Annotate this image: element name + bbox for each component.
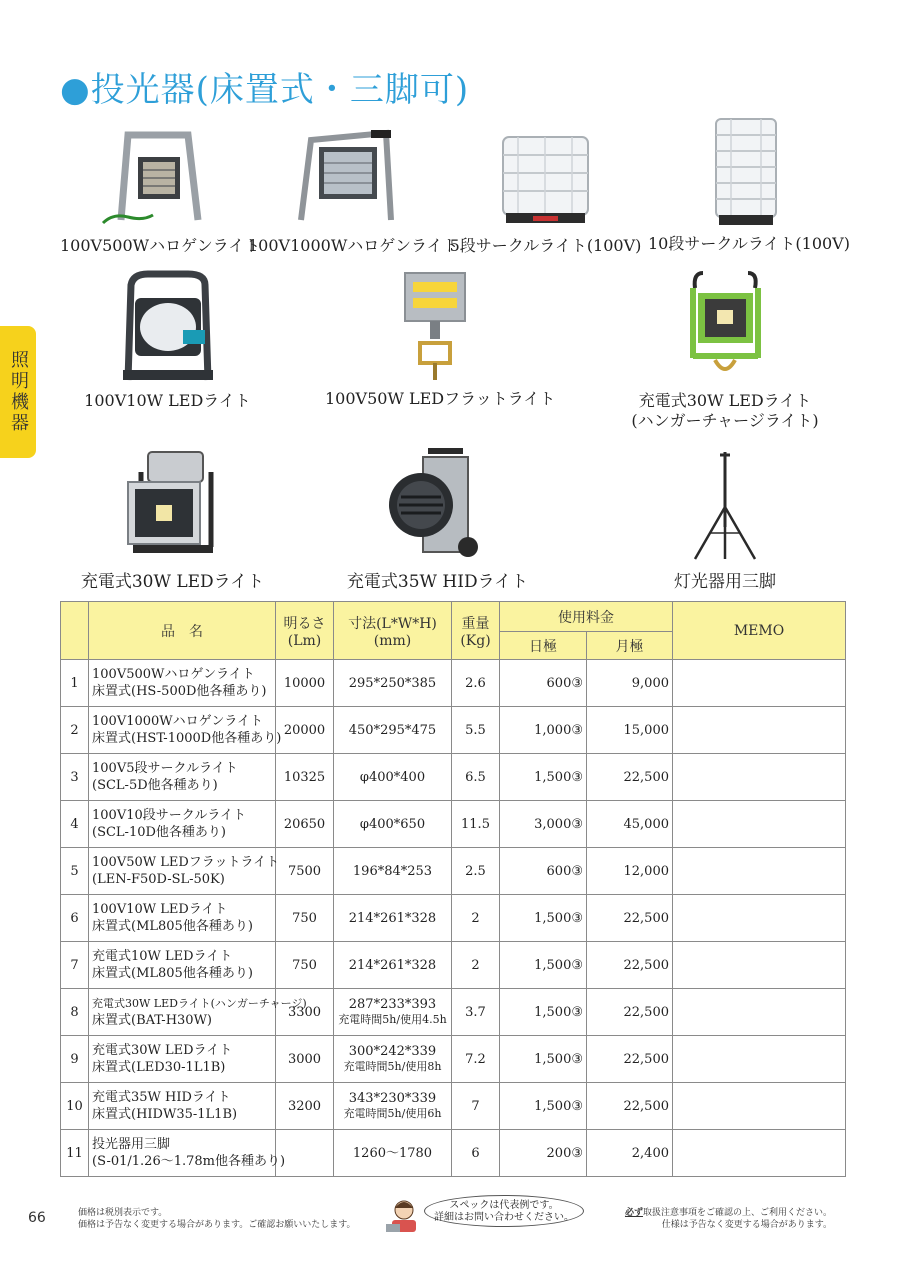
product-caption: 充電式35W HIDライト — [346, 572, 529, 592]
product-name: 100V50W LEDフラットライト — [92, 855, 280, 870]
size-cell — [334, 707, 452, 754]
product-name: 投光器用三脚 — [92, 1137, 171, 1152]
size-value: φ400*400 — [359, 769, 426, 785]
speech-bubble — [424, 1195, 584, 1227]
daily-fee-cell: 1,500③ — [500, 989, 587, 1036]
led-light-icon — [113, 270, 223, 385]
page-number: 66 — [28, 1210, 46, 1226]
product-caption: 灯光器用三脚 — [674, 572, 776, 592]
row-number: 7 — [61, 942, 89, 989]
memo-cell — [673, 801, 846, 848]
product-circle-light-5 — [448, 125, 643, 256]
memo-cell — [673, 942, 846, 989]
product-halogen-500w — [60, 125, 261, 256]
weight-cell: 3.7 — [452, 989, 500, 1036]
size-value: 1260～1780 — [352, 1145, 433, 1161]
table-row — [61, 942, 846, 989]
size-value: φ400*650 — [359, 816, 426, 832]
brightness-cell — [276, 1130, 334, 1177]
footnote-caution: 取扱注意事項をご確認の上、ご利用ください。 — [642, 1208, 832, 1218]
size-cell — [334, 1083, 452, 1130]
monthly-fee-cell: 22,500 — [587, 1083, 673, 1130]
daily-fee-cell: 1,500③ — [500, 942, 587, 989]
monthly-fee-cell: 9,000 — [587, 660, 673, 707]
size-value: 196*84*253 — [352, 863, 433, 879]
row-number: 11 — [61, 1130, 89, 1177]
size-cell — [334, 942, 452, 989]
rechargeable-led-light-icon — [123, 447, 223, 562]
product-hid-35w — [340, 447, 535, 592]
footnote-spec-change: 仕様は予告なく変更する場合があります。 — [661, 1220, 832, 1230]
size-value: 343*230*339 — [348, 1091, 437, 1106]
product-caption-sub: (ハンガーチャージライト) — [631, 411, 819, 430]
table-row — [61, 660, 846, 707]
brightness-cell: 750 — [276, 895, 334, 942]
size-cell — [334, 660, 452, 707]
size-value: 287*233*393 — [348, 997, 437, 1012]
size-cell — [334, 754, 452, 801]
header-brightness — [276, 602, 334, 660]
product-model: 床置式(LED30-1L1B) — [92, 1060, 226, 1075]
memo-cell — [673, 989, 846, 1036]
weight-cell: 7 — [452, 1083, 500, 1130]
daily-fee-cell: 600③ — [500, 660, 587, 707]
product-caption: 5段サークルライト(100V) — [449, 236, 642, 255]
halogen-light-large-icon — [291, 125, 401, 230]
charge-time: 充電時間5h/使用6h — [343, 1107, 442, 1120]
rental-spec-table — [60, 601, 846, 1177]
weight-cell: 7.2 — [452, 1036, 500, 1083]
daily-fee-cell: 1,500③ — [500, 1036, 587, 1083]
product-name-cell — [89, 942, 276, 989]
brightness-cell: 3000 — [276, 1036, 334, 1083]
size-value: 214*261*328 — [348, 910, 437, 926]
table-row — [61, 848, 846, 895]
footnote-left — [78, 1207, 356, 1231]
brightness-cell: 3200 — [276, 1083, 334, 1130]
memo-cell — [673, 895, 846, 942]
circle-light-icon — [498, 125, 593, 230]
monthly-fee-cell: 22,500 — [587, 989, 673, 1036]
product-caption: 100V500Wハロゲンライト — [60, 236, 261, 255]
header-brightness-unit: (Lm) — [287, 632, 322, 649]
weight-cell: 11.5 — [452, 801, 500, 848]
product-tripod — [625, 447, 825, 592]
memo-cell — [673, 1130, 846, 1177]
product-model: (SCL-10D他各種あり) — [92, 825, 226, 840]
bubble-text-1: スペックは代表例です。 — [449, 1200, 559, 1211]
tripod-icon — [690, 447, 760, 562]
memo-cell — [673, 707, 846, 754]
header-size-label: 寸法(L*W*H) — [348, 615, 437, 632]
memo-cell — [673, 848, 846, 895]
footnote-emphasis: 必ず — [624, 1208, 643, 1218]
size-cell — [334, 989, 452, 1036]
daily-fee-cell: 3,000③ — [500, 801, 587, 848]
weight-cell: 2.6 — [452, 660, 500, 707]
row-number: 9 — [61, 1036, 89, 1083]
product-caption: 10段サークルライト(100V) — [648, 234, 850, 253]
circle-light-tall-icon — [711, 115, 781, 230]
product-name-cell — [89, 660, 276, 707]
size-value: 295*250*385 — [348, 675, 437, 691]
product-name: 100V5段サークルライト — [92, 761, 238, 776]
product-name: 充電式35W HIDライト — [92, 1090, 231, 1105]
led-flat-light-icon — [400, 268, 470, 385]
product-caption: 100V1000Wハロゲンライト — [248, 236, 459, 255]
brightness-cell: 20000 — [276, 707, 334, 754]
product-name-cell — [89, 1083, 276, 1130]
daily-fee-cell: 200③ — [500, 1130, 587, 1177]
header-name: 品 名 — [89, 602, 276, 660]
size-cell — [334, 1130, 452, 1177]
size-value: 450*295*475 — [348, 722, 437, 738]
weight-cell: 2 — [452, 895, 500, 942]
size-cell — [334, 801, 452, 848]
size-cell — [334, 895, 452, 942]
table-row — [61, 801, 846, 848]
product-caption: 100V10W LEDライト — [84, 391, 251, 410]
brightness-cell: 3300 — [276, 989, 334, 1036]
brightness-cell: 20650 — [276, 801, 334, 848]
daily-fee-cell: 1,500③ — [500, 754, 587, 801]
product-caption: 充電式30W LEDライト — [638, 391, 812, 410]
product-name-cell — [89, 895, 276, 942]
product-name-cell — [89, 1130, 286, 1177]
hanger-charge-light-icon — [683, 268, 768, 385]
product-hanger-charge-30w — [615, 268, 835, 431]
product-name: 充電式30W LEDライト(ハンガーチャージ) — [92, 997, 307, 1010]
product-led-10w — [80, 270, 255, 411]
product-name-cell — [89, 848, 280, 895]
product-name: 100V1000Wハロゲンライト — [92, 714, 263, 729]
header-weight — [452, 602, 500, 660]
product-name: 100V10段サークルライト — [92, 808, 246, 823]
brightness-cell: 7500 — [276, 848, 334, 895]
product-model: 床置式(ML805他各種あり) — [92, 919, 253, 934]
table-row — [61, 989, 846, 1036]
mascot-icon — [384, 1198, 424, 1234]
product-name-cell — [89, 754, 276, 801]
header-size — [334, 602, 452, 660]
header-brightness-label: 明るさ — [283, 615, 326, 632]
row-number: 8 — [61, 989, 89, 1036]
memo-cell — [673, 660, 846, 707]
header-number — [61, 602, 89, 660]
product-circle-light-10 — [648, 115, 850, 254]
daily-fee-cell: 600③ — [500, 848, 587, 895]
weight-cell: 2.5 — [452, 848, 500, 895]
monthly-fee-cell: 12,000 — [587, 848, 673, 895]
memo-cell — [673, 754, 846, 801]
weight-cell: 2 — [452, 942, 500, 989]
product-model: 床置式(HS-500D他各種あり) — [92, 684, 267, 699]
monthly-fee-cell: 22,500 — [587, 754, 673, 801]
monthly-fee-cell: 2,400 — [587, 1130, 673, 1177]
product-halogen-1000w — [248, 125, 459, 256]
header-memo: MEMO — [673, 602, 846, 660]
product-model: 床置式(HST-1000D他各種あり) — [92, 731, 282, 746]
product-caption: 充電式30W LEDライト — [80, 572, 265, 592]
product-model: 床置式(HIDW35-1L1B) — [92, 1107, 238, 1122]
footnote-right — [622, 1207, 832, 1231]
product-name-cell — [89, 801, 276, 848]
product-model: 床置式(ML805他各種あり) — [92, 966, 253, 981]
product-name-cell — [89, 1036, 276, 1083]
table-row — [61, 754, 846, 801]
size-value: 300*242*339 — [348, 1044, 437, 1059]
daily-fee-cell: 1,500③ — [500, 895, 587, 942]
row-number: 2 — [61, 707, 89, 754]
table-row — [61, 1130, 846, 1177]
monthly-fee-cell: 22,500 — [587, 895, 673, 942]
brightness-cell: 10325 — [276, 754, 334, 801]
row-number: 4 — [61, 801, 89, 848]
footnote-tax: 価格は税別表示です。 — [78, 1208, 168, 1218]
row-number: 6 — [61, 895, 89, 942]
memo-cell — [673, 1083, 846, 1130]
table-row — [61, 1083, 846, 1130]
product-rechargeable-led-30w — [80, 447, 265, 592]
product-model: (LEN-F50D-SL-50K) — [92, 872, 225, 887]
header-weight-unit: (Kg) — [460, 632, 491, 649]
table-row — [61, 1036, 846, 1083]
section-tab-label: 照明機器 — [8, 350, 29, 434]
size-cell — [334, 848, 452, 895]
daily-fee-cell: 1,500③ — [500, 1083, 587, 1130]
row-number: 1 — [61, 660, 89, 707]
product-model: 床置式(BAT-H30W) — [92, 1013, 213, 1028]
header-daily: 日極 — [500, 632, 587, 660]
brightness-cell: 10000 — [276, 660, 334, 707]
product-model: (S-01/1.26～1.78m他各種あり) — [92, 1154, 286, 1169]
monthly-fee-cell: 45,000 — [587, 801, 673, 848]
hid-light-icon — [383, 447, 493, 562]
daily-fee-cell: 1,000③ — [500, 707, 587, 754]
row-number: 5 — [61, 848, 89, 895]
monthly-fee-cell: 15,000 — [587, 707, 673, 754]
memo-cell — [673, 1036, 846, 1083]
product-caption: 100V50W LEDフラットライト — [325, 389, 556, 408]
table-row — [61, 707, 846, 754]
weight-cell: 6.5 — [452, 754, 500, 801]
halogen-light-icon — [93, 125, 213, 230]
product-name: 100V10W LEDライト — [92, 902, 228, 917]
product-led-flat-50w — [325, 268, 556, 409]
row-number: 3 — [61, 754, 89, 801]
product-name-cell — [89, 707, 282, 754]
charge-time: 充電時間5h/使用8h — [343, 1060, 442, 1073]
row-number: 10 — [61, 1083, 89, 1130]
product-name: 100V500Wハロゲンライト — [92, 667, 255, 682]
size-value: 214*261*328 — [348, 957, 437, 973]
weight-cell: 5.5 — [452, 707, 500, 754]
weight-cell: 6 — [452, 1130, 500, 1177]
product-model: (SCL-5D他各種あり) — [92, 778, 218, 793]
header-size-unit: (mm) — [373, 632, 412, 649]
brightness-cell: 750 — [276, 942, 334, 989]
page-title: ●投光器(床置式・三脚可) — [60, 70, 470, 110]
bubble-text-2: 詳細はお問い合わせください。 — [434, 1212, 574, 1223]
size-cell — [334, 1036, 452, 1083]
section-tab — [0, 326, 36, 458]
table-row — [61, 895, 846, 942]
product-name: 充電式10W LEDライト — [92, 949, 233, 964]
monthly-fee-cell: 22,500 — [587, 942, 673, 989]
monthly-fee-cell: 22,500 — [587, 1036, 673, 1083]
charge-time: 充電時間5h/使用4.5h — [338, 1013, 447, 1026]
footnote-price-change: 価格は予告なく変更する場合があります。ご確認お願いいたします。 — [78, 1220, 356, 1230]
header-fee: 使用料金 — [500, 602, 673, 632]
header-weight-label: 重量 — [461, 615, 490, 632]
header-monthly: 月極 — [587, 632, 673, 660]
product-name: 充電式30W LEDライト — [92, 1043, 233, 1058]
